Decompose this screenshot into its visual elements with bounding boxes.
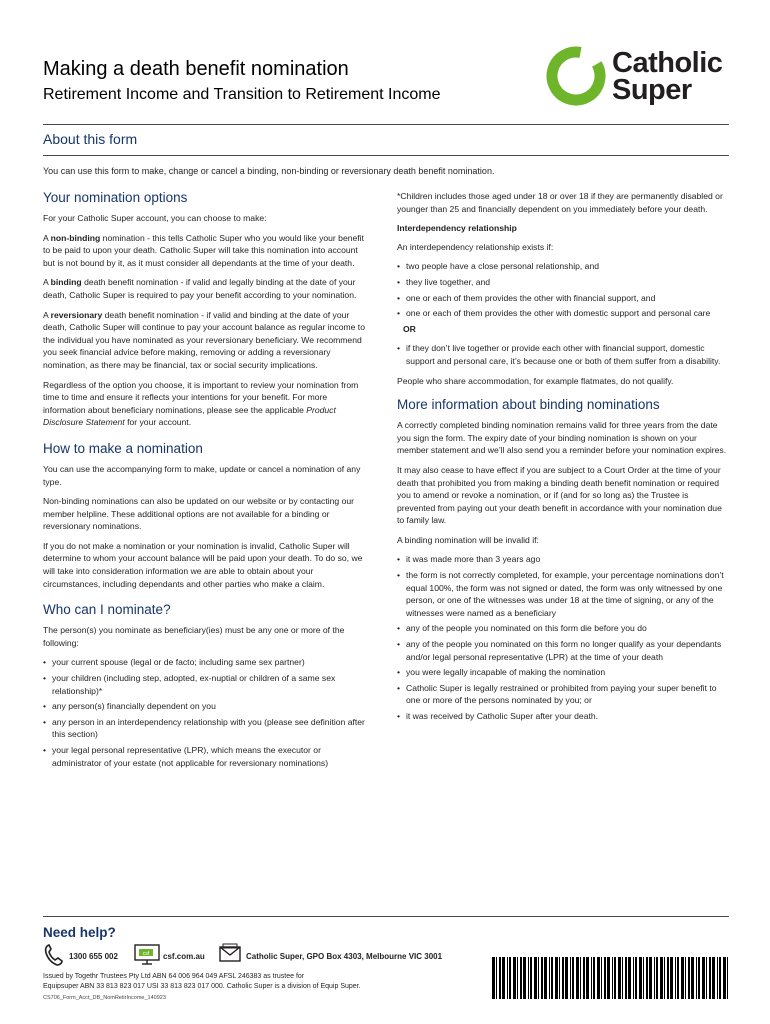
barcode-bar	[541, 957, 543, 999]
barcode-bar	[622, 957, 623, 999]
binding-paragraph: A binding death benefit nomination - if valid and legally binding at the date of your death, Catholic Super is required to pay your benefit according to your nomination.	[43, 277, 357, 300]
barcode-bar	[685, 957, 686, 999]
barcode-bar	[702, 957, 705, 999]
barcode-bar	[551, 957, 553, 999]
barcode-bar	[656, 957, 658, 999]
barcode-bar	[614, 957, 616, 999]
barcode-bar	[706, 957, 707, 999]
barcode-bar	[688, 957, 690, 999]
list-item: • one or each of them provides the other with financial support, and	[397, 292, 727, 305]
list-item: • any person in an interdependency relationship with you (please see definition after this section)	[43, 716, 368, 741]
barcode-bar	[520, 957, 522, 999]
list-item: • any person(s) financially dependent on you	[43, 700, 368, 713]
barcode-bar	[654, 957, 655, 999]
interdep-list-after	[397, 342, 727, 367]
how-heading: How to make a nomination	[43, 440, 203, 456]
page-subtitle: Retirement Income and Transition to Retirement Income	[43, 86, 441, 103]
barcode-bar	[593, 957, 595, 999]
barcode-bar	[612, 957, 613, 999]
barcode-bar	[570, 957, 571, 999]
issuer-line-2: Equipsuper ABN 33 813 823 017 USI 33 813 823 017 000. Catholic Super is a division of Equip Super.	[43, 983, 361, 990]
or-label: OR	[403, 323, 416, 334]
barcode-bar	[530, 957, 532, 999]
csf-badge-text: csf	[142, 951, 150, 957]
barcode-bar	[660, 957, 663, 999]
barcode-bar	[670, 957, 673, 999]
barcode-bar	[691, 957, 694, 999]
barcode-bar	[496, 957, 497, 999]
barcode-bar	[555, 957, 558, 999]
barcode-bar	[639, 957, 642, 999]
barcode-bar	[591, 957, 592, 999]
postal-address: Catholic Super, GPO Box 4303, Melbourne VIC 3001	[246, 952, 443, 961]
left-column	[43, 190, 368, 776]
barcode-bar	[649, 957, 652, 999]
flatmates-note: People who share accommodation, for example flatmates, do not qualify.	[397, 375, 674, 386]
barcode-bar	[565, 957, 568, 999]
more-p1: A correctly completed binding nomination remains valid for three years from the date you sign the form. The expiry date of your binding nomination is shown on your member statement and we’ll also send you a reminder before your nomination expires.	[397, 420, 727, 456]
barcode-bar	[643, 957, 644, 999]
barcode-bar	[604, 957, 606, 999]
list-item: • any of the people you nominated on this form no longer qualify as your dependants and/or legal personal representative (LPR) at the time of your death	[397, 638, 727, 663]
list-item: • your current spouse (legal or de facto; including same sex partner)	[43, 656, 368, 669]
barcode-bar	[681, 957, 684, 999]
barcode-bar	[580, 957, 581, 999]
how-p1: You can use the accompanying form to make, update or cancel a nomination of any type.	[43, 463, 361, 487]
barcode-bar	[576, 957, 579, 999]
list-item: • you were legally incapable of making the nomination	[397, 666, 727, 679]
barcode-bar	[633, 957, 634, 999]
barcode-bar	[723, 957, 726, 999]
about-divider	[43, 155, 729, 156]
barcode-bar	[517, 957, 518, 999]
invalid-list	[397, 553, 727, 722]
list-item: • if they don’t live together or provide each other with financial support, domestic support and personal care, it’s because one or both of them suffer from a disability.	[397, 342, 727, 367]
barcode-bar	[597, 957, 600, 999]
monitor-icon	[134, 944, 160, 966]
barcode-bar	[549, 957, 550, 999]
barcode-bar	[586, 957, 589, 999]
barcode-bar	[513, 957, 516, 999]
barcode-bar	[507, 957, 508, 999]
list-item: • it was made more than 3 years ago	[397, 553, 727, 566]
barcode-bar	[562, 957, 564, 999]
how-p3: If you do not make a nomination or your nomination is invalid, Catholic Super will determine to whom your account balance will be paid upon your death. To do so, we will take into consideration information we are able to obtain about your circumstances, including dependants and other parties who make a claim.	[43, 540, 363, 589]
how-p2: Non-binding nominations can also be updated on our website or by contacting our member helpline. These additional options are not available for a binding or reversionary nominations.	[43, 496, 355, 532]
barcode-bar	[559, 957, 560, 999]
barcode-bar	[719, 957, 721, 999]
barcode-bar	[509, 957, 511, 999]
page-title: Making a death benefit nomination	[43, 58, 349, 80]
list-item: • your children (including step, adopted, ex-nuptial or children of a same sex relationship)*	[43, 672, 368, 697]
about-heading: About this form	[43, 131, 138, 147]
barcode-bar	[583, 957, 585, 999]
barcode-bar	[499, 957, 501, 999]
barcode-bar	[538, 957, 539, 999]
barcode-bar	[664, 957, 665, 999]
logo-text-line1: Catholic	[612, 47, 723, 79]
list-item: • your legal personal representative (LPR), which means the executor or administrator of your estate (not applicable for reversionary nominations)	[43, 744, 368, 769]
interdep-heading: Interdependency relationship	[397, 223, 517, 234]
barcode-bar	[528, 957, 529, 999]
barcode-bar	[534, 957, 537, 999]
children-note: *Children includes those aged under 18 or over 18 if they are permanently disabled or younger than 25 and financially dependent on you immediately before your death.	[397, 191, 723, 214]
barcode-bar	[544, 957, 547, 999]
more-info-heading: More information about binding nominations	[397, 397, 660, 413]
list-item: • Catholic Super is legally restrained or prohibited from paying your super benefit to one or more of the persons nominated by you; or	[397, 682, 727, 707]
issuer-text	[43, 972, 361, 992]
list-item: • the form is not correctly completed, for example, your percentage nominations don’t equal 100%, the form was not signed or dated, the form was only witnessed by one person, or one of the witnesses was under 18 at the time of signing, or any of the witnesses were named as a beneficiary	[397, 569, 727, 619]
barcode-bar	[601, 957, 602, 999]
who-lead: The person(s) you nominate as beneficiary(ies) must be any one or more of the following:	[43, 625, 345, 648]
barcode-bar	[635, 957, 637, 999]
barcode-bar	[696, 957, 697, 999]
barcode-bar	[646, 957, 648, 999]
form-code: CS706_Form_Acct_DB_NomRetirIncome_140923	[43, 995, 166, 1001]
barcode-bar	[492, 957, 495, 999]
list-item: • it was received by Catholic Super after your death.	[397, 710, 727, 723]
website-link[interactable]: csf.com.au	[163, 952, 205, 961]
reversionary-paragraph: A reversionary death benefit nomination - if valid and binding at the date of your death, Catholic Super will continue to pay your account balance as regular income to the individual you have nominated as your reversionary beneficiary. We recommend you seek financial advice before making, removing or adding a reversionary nomination, as there may be financial, tax or social security implications.	[43, 309, 365, 370]
list-item: • one or each of them provides the other with domestic support and personal care	[397, 307, 727, 320]
barcode-bar	[618, 957, 621, 999]
footer-divider	[43, 916, 729, 917]
non-binding-paragraph: A non-binding nomination - this tells Catholic Super who you would like your benefit to be paid to upon your death. Catholic Super will take this nomination into account but is not bound by it, as it must consider all dependants at the time of your death.	[43, 232, 364, 268]
barcode-bar	[607, 957, 610, 999]
interdep-list	[397, 260, 727, 319]
who-heading: Who can I nominate?	[43, 602, 171, 618]
right-column	[397, 190, 727, 730]
barcode-bar	[698, 957, 700, 999]
need-help-heading: Need help?	[43, 925, 116, 940]
barcode-bar	[502, 957, 505, 999]
barcode-bar	[677, 957, 679, 999]
barcode-bar	[709, 957, 711, 999]
phone-number[interactable]: 1300 655 002	[69, 952, 118, 961]
options-heading: Your nomination options	[43, 190, 188, 205]
list-item: • any of the people you nominated on this form die before you do	[397, 622, 727, 635]
barcode-bar	[717, 957, 718, 999]
barcode-bar	[523, 957, 526, 999]
list-item: • two people have a close personal relationship, and	[397, 260, 727, 273]
issuer-line-1: Issued by Togethr Trustees Pty Ltd ABN 64 006 964 049 AFSL 246383 as trustee for	[43, 973, 305, 980]
regardless-paragraph: Regardless of the option you choose, it is important to review your nomination from time to time and ensure it reflects your intentions for your benefit. For more information about beneficiary nominations, please see the applicable Product Disclosure Statement for your account.	[43, 379, 359, 428]
barcode-bar	[727, 957, 728, 999]
more-p2: It may also cease to have effect if you are subject to a Court Order at the time of your death that prohibited you from making a binding death benefit nomination or required you to amend or revoke a nomination, or if (and for so long as) the Trustee is prevented from paying out your death benefit in accordance with your nomination due to family law.	[397, 464, 722, 526]
list-item: • they live together, and	[397, 276, 727, 289]
who-list	[43, 656, 368, 769]
logo-text-line2: Super	[612, 74, 692, 106]
logo-text	[612, 47, 723, 106]
barcode-bar	[667, 957, 669, 999]
top-divider	[43, 124, 729, 125]
barcode-bar	[712, 957, 715, 999]
barcode-bar	[625, 957, 627, 999]
about-intro: You can use this form to make, change or cancel a binding, non-binding or reversionary death benefit nomination.	[43, 166, 495, 176]
interdep-lead: An interdependency relationship exists if:	[397, 241, 554, 252]
barcode-bar	[675, 957, 676, 999]
invalid-lead: A binding nomination will be invalid if:	[397, 534, 539, 545]
barcode-bar	[572, 957, 574, 999]
phone-icon	[44, 944, 64, 966]
options-lead: For your Catholic Super account, you can choose to make:	[43, 213, 267, 223]
mail-icon	[218, 943, 242, 965]
barcode	[492, 957, 729, 999]
barcode-bar	[628, 957, 631, 999]
